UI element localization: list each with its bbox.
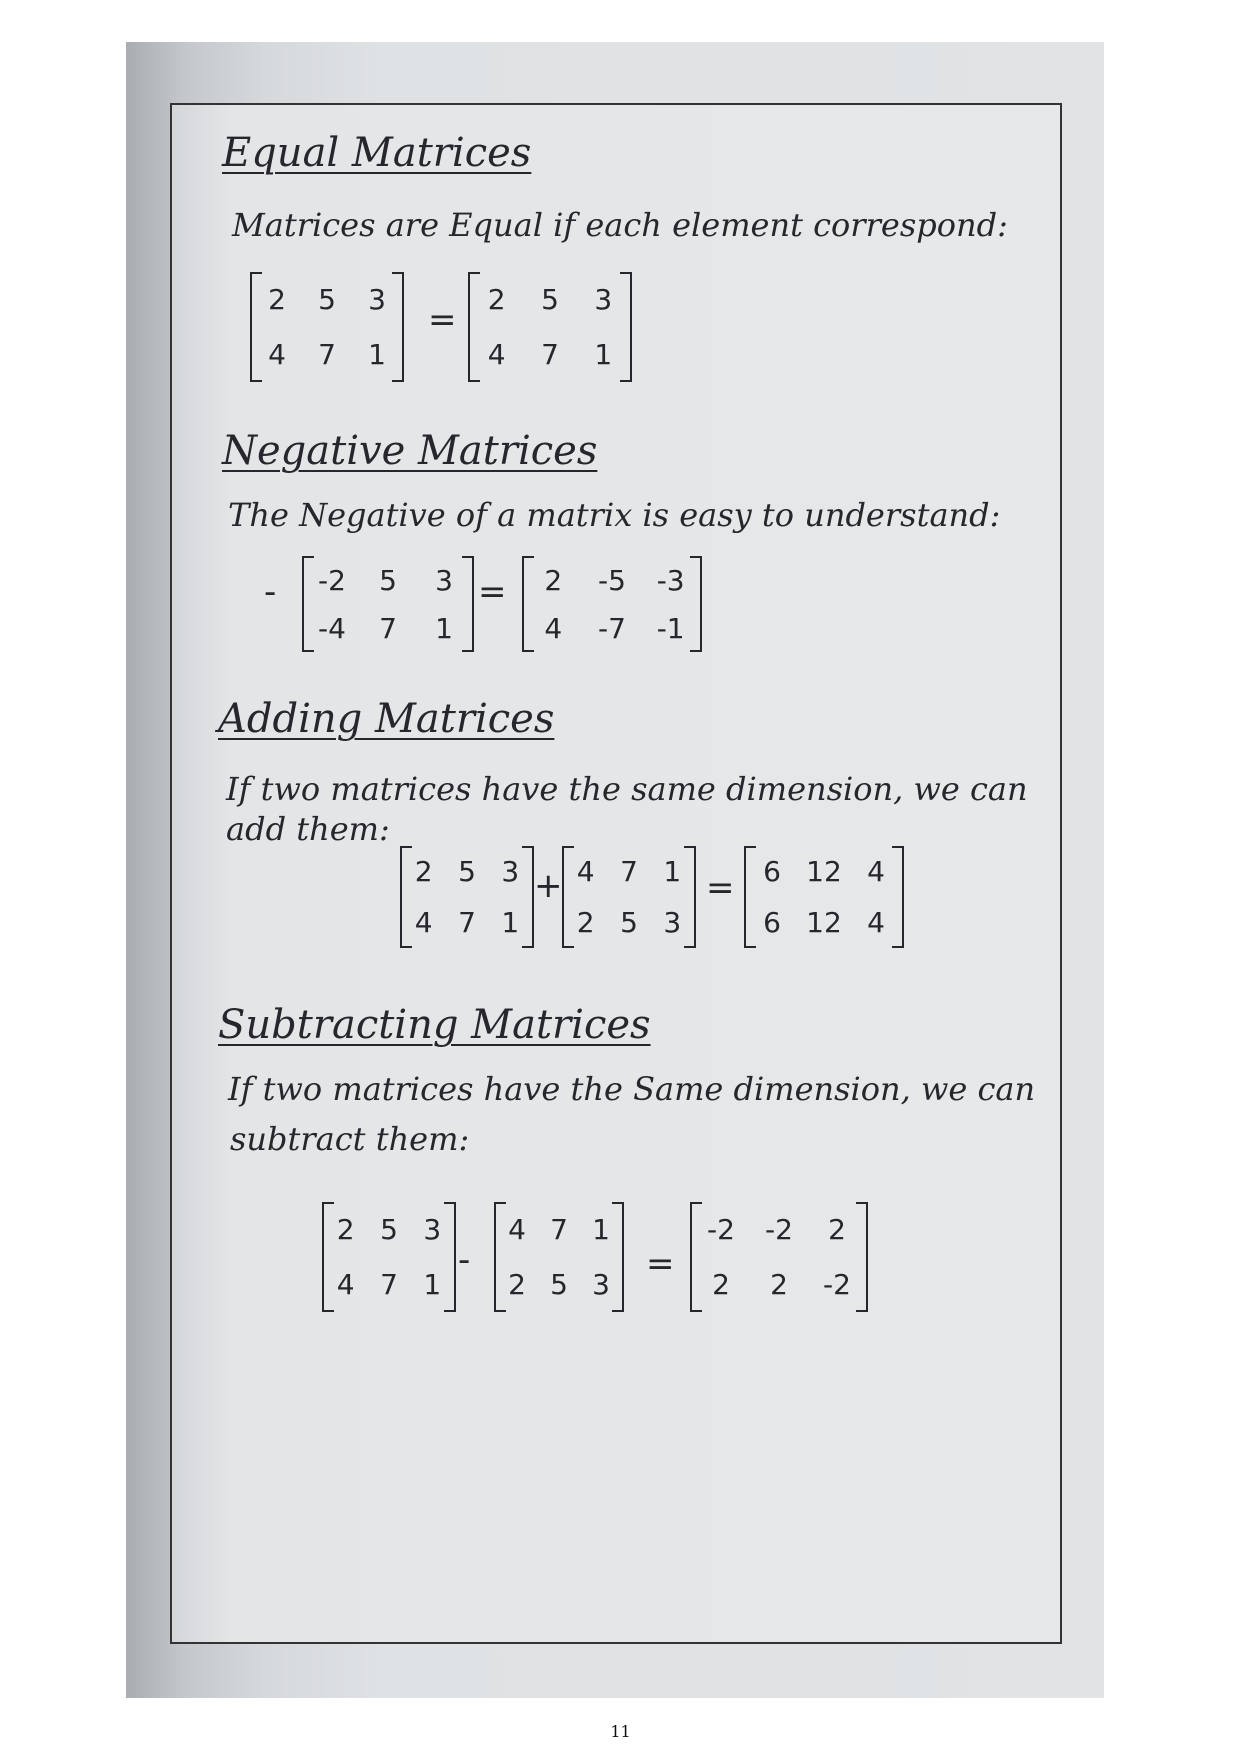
operator-sign: = xyxy=(646,1244,675,1284)
matrix-cell: 4 xyxy=(867,855,885,888)
matrix-bracket-serif xyxy=(468,380,480,382)
matrix-cell: 3 xyxy=(592,1268,610,1301)
matrix-bracket-serif xyxy=(400,846,412,848)
operator-sign: = xyxy=(428,300,457,340)
matrix-cell: 2 xyxy=(712,1268,730,1301)
matrix-cell: 2 xyxy=(414,855,433,888)
matrix-bracket-serif xyxy=(302,650,314,652)
matrix-cell: -1 xyxy=(656,611,685,645)
operator-sign: = xyxy=(478,572,507,612)
matrix-grid xyxy=(470,272,630,382)
matrix-cell: 5 xyxy=(620,906,638,939)
matrix-cell: 5 xyxy=(380,1213,398,1246)
matrix-cell: 1 xyxy=(435,611,453,645)
matrix-cell: -2 xyxy=(823,1268,851,1301)
matrix-bracket-serif xyxy=(322,1310,334,1312)
matrix-cell: 1 xyxy=(663,855,682,888)
matrix-cell: 4 xyxy=(487,338,506,371)
matrix-cell: 6 xyxy=(763,855,781,888)
matrix-cell: 4 xyxy=(414,906,433,939)
matrix-bracket-serif xyxy=(400,946,412,948)
matrix-bracket-serif xyxy=(392,272,404,274)
matrix-grid xyxy=(402,846,532,948)
matrix-bracket-serif xyxy=(620,380,632,382)
matrix-grid xyxy=(746,846,902,948)
heading-equal-matrices: Equal Matrices xyxy=(222,130,532,176)
matrix-bracket-serif xyxy=(322,1202,334,1204)
matrix-bracket-serif xyxy=(462,650,474,652)
matrix-bracket-serif xyxy=(856,1310,868,1312)
matrix-cell: 12 xyxy=(806,906,842,939)
matrix-bracket-serif xyxy=(444,1202,456,1204)
matrix-cell: 12 xyxy=(806,855,842,888)
text-subtracting-matrices-line2: subtract them: xyxy=(230,1120,470,1158)
matrix-cell: 7 xyxy=(458,906,476,939)
matrix-cell: 5 xyxy=(550,1268,568,1301)
matrix-cell: 4 xyxy=(867,906,885,939)
matrix-cell: -4 xyxy=(318,611,346,645)
matrix-bracket-serif xyxy=(690,1202,702,1204)
text-subtracting-matrices-line1: If two matrices have the Same dimension, we can xyxy=(228,1070,1036,1108)
operator-sign: - xyxy=(458,1240,471,1280)
matrix-cell: -5 xyxy=(598,563,626,597)
matrix-bracket-serif xyxy=(744,846,756,848)
matrix-cell: 5 xyxy=(318,283,336,316)
operator-sign: + xyxy=(534,866,563,906)
matrix-bracket-serif xyxy=(522,650,534,652)
matrix-cell: 4 xyxy=(268,338,286,371)
matrix-cell: 2 xyxy=(770,1268,788,1301)
matrix-cell: 6 xyxy=(763,906,781,939)
matrix-cell: 7 xyxy=(620,855,638,888)
heading-subtracting-matrices: Subtracting Matrices xyxy=(218,1002,651,1048)
matrix-m1 xyxy=(400,846,534,948)
matrix-bracket-serif xyxy=(494,1202,506,1204)
matrix-cell: -3 xyxy=(656,563,685,597)
heading-adding-matrices: Adding Matrices xyxy=(218,696,555,742)
matrix-cell: 1 xyxy=(501,906,520,939)
matrix-m3 xyxy=(690,1202,868,1312)
matrix-cell: 2 xyxy=(268,283,286,316)
matrix-cell: 4 xyxy=(576,855,595,888)
matrix-grid xyxy=(496,1202,622,1312)
matrix-bracket-serif xyxy=(250,380,262,382)
matrix-bracket-serif xyxy=(690,556,702,558)
matrix-grid xyxy=(564,846,694,948)
matrix-grid xyxy=(524,556,700,652)
matrix-bracket-serif xyxy=(250,272,262,274)
matrix-cell: 4 xyxy=(544,611,563,645)
matrix-m1 xyxy=(250,272,404,382)
matrix-bracket-serif xyxy=(690,1310,702,1312)
matrix-cell: 7 xyxy=(379,611,397,645)
operator-sign: = xyxy=(706,868,735,908)
matrix-cell: 1 xyxy=(594,338,613,371)
text-negative-matrices: The Negative of a matrix is easy to understand: xyxy=(228,496,1001,534)
matrix-cell: 2 xyxy=(336,1213,355,1246)
matrix-bracket-serif xyxy=(392,380,404,382)
matrix-bracket-serif xyxy=(522,846,534,848)
matrix-bracket-serif xyxy=(562,946,574,948)
matrix-m2 xyxy=(494,1202,624,1312)
matrix-m1 xyxy=(322,1202,456,1312)
text-equal-matrices: Matrices are Equal if each element correspond: xyxy=(232,206,1008,244)
matrix-cell: 2 xyxy=(828,1213,846,1246)
matrix-grid xyxy=(324,1202,454,1312)
matrix-m2 xyxy=(522,556,702,652)
text-adding-matrices-line1: If two matrices have the same dimension, we can xyxy=(226,770,1028,808)
matrix-grid xyxy=(304,556,472,652)
matrix-cell: 2 xyxy=(576,906,595,939)
matrix-bracket-serif xyxy=(562,846,574,848)
matrix-m3 xyxy=(744,846,904,948)
matrix-bracket-serif xyxy=(684,946,696,948)
matrix-cell: 7 xyxy=(318,338,336,371)
matrix-cell: 3 xyxy=(368,283,386,316)
matrix-cell: -2 xyxy=(707,1213,735,1246)
matrix-m1 xyxy=(302,556,474,652)
matrix-cell: 3 xyxy=(435,563,453,597)
matrix-cell: 7 xyxy=(541,338,559,371)
matrix-bracket-serif xyxy=(744,946,756,948)
matrix-cell: 3 xyxy=(663,906,682,939)
matrix-bracket-serif xyxy=(302,556,314,558)
matrix-bracket-serif xyxy=(612,1202,624,1204)
page-number: 11 xyxy=(610,1722,631,1741)
matrix-cell: 2 xyxy=(544,563,563,597)
matrix-bracket-serif xyxy=(892,946,904,948)
matrix-bracket-serif xyxy=(620,272,632,274)
matrix-cell: 4 xyxy=(508,1213,526,1246)
heading-negative-matrices: Negative Matrices xyxy=(222,428,598,474)
matrix-cell: 3 xyxy=(594,283,613,316)
matrix-cell: 5 xyxy=(458,855,476,888)
negation-sign: - xyxy=(264,572,277,612)
matrix-cell: 2 xyxy=(508,1268,526,1301)
matrix-m2 xyxy=(562,846,696,948)
matrix-cell: 7 xyxy=(380,1268,398,1301)
matrix-bracket-serif xyxy=(856,1202,868,1204)
matrix-cell: 1 xyxy=(423,1268,442,1301)
matrix-cell: 3 xyxy=(501,855,520,888)
matrix-cell: 5 xyxy=(541,283,559,316)
matrix-bracket-serif xyxy=(522,946,534,948)
matrix-m2 xyxy=(468,272,632,382)
text-adding-matrices-line2: add them: xyxy=(226,810,390,848)
matrix-bracket-serif xyxy=(462,556,474,558)
matrix-cell: 1 xyxy=(592,1213,610,1246)
matrix-cell: 7 xyxy=(550,1213,568,1246)
matrix-cell: 2 xyxy=(487,283,506,316)
matrix-cell: 1 xyxy=(368,338,386,371)
matrix-bracket-serif xyxy=(612,1310,624,1312)
matrix-cell: 5 xyxy=(379,563,397,597)
matrix-grid xyxy=(252,272,402,382)
matrix-cell: 4 xyxy=(336,1268,355,1301)
matrix-cell: -2 xyxy=(765,1213,793,1246)
matrix-bracket-serif xyxy=(690,650,702,652)
matrix-bracket-serif xyxy=(468,272,480,274)
matrix-bracket-serif xyxy=(892,846,904,848)
matrix-bracket-serif xyxy=(494,1310,506,1312)
matrix-grid xyxy=(692,1202,866,1312)
matrix-bracket-serif xyxy=(444,1310,456,1312)
matrix-cell: -7 xyxy=(598,611,626,645)
matrix-cell: -2 xyxy=(318,563,346,597)
matrix-bracket-serif xyxy=(684,846,696,848)
matrix-cell: 3 xyxy=(423,1213,442,1246)
matrix-bracket-serif xyxy=(522,556,534,558)
